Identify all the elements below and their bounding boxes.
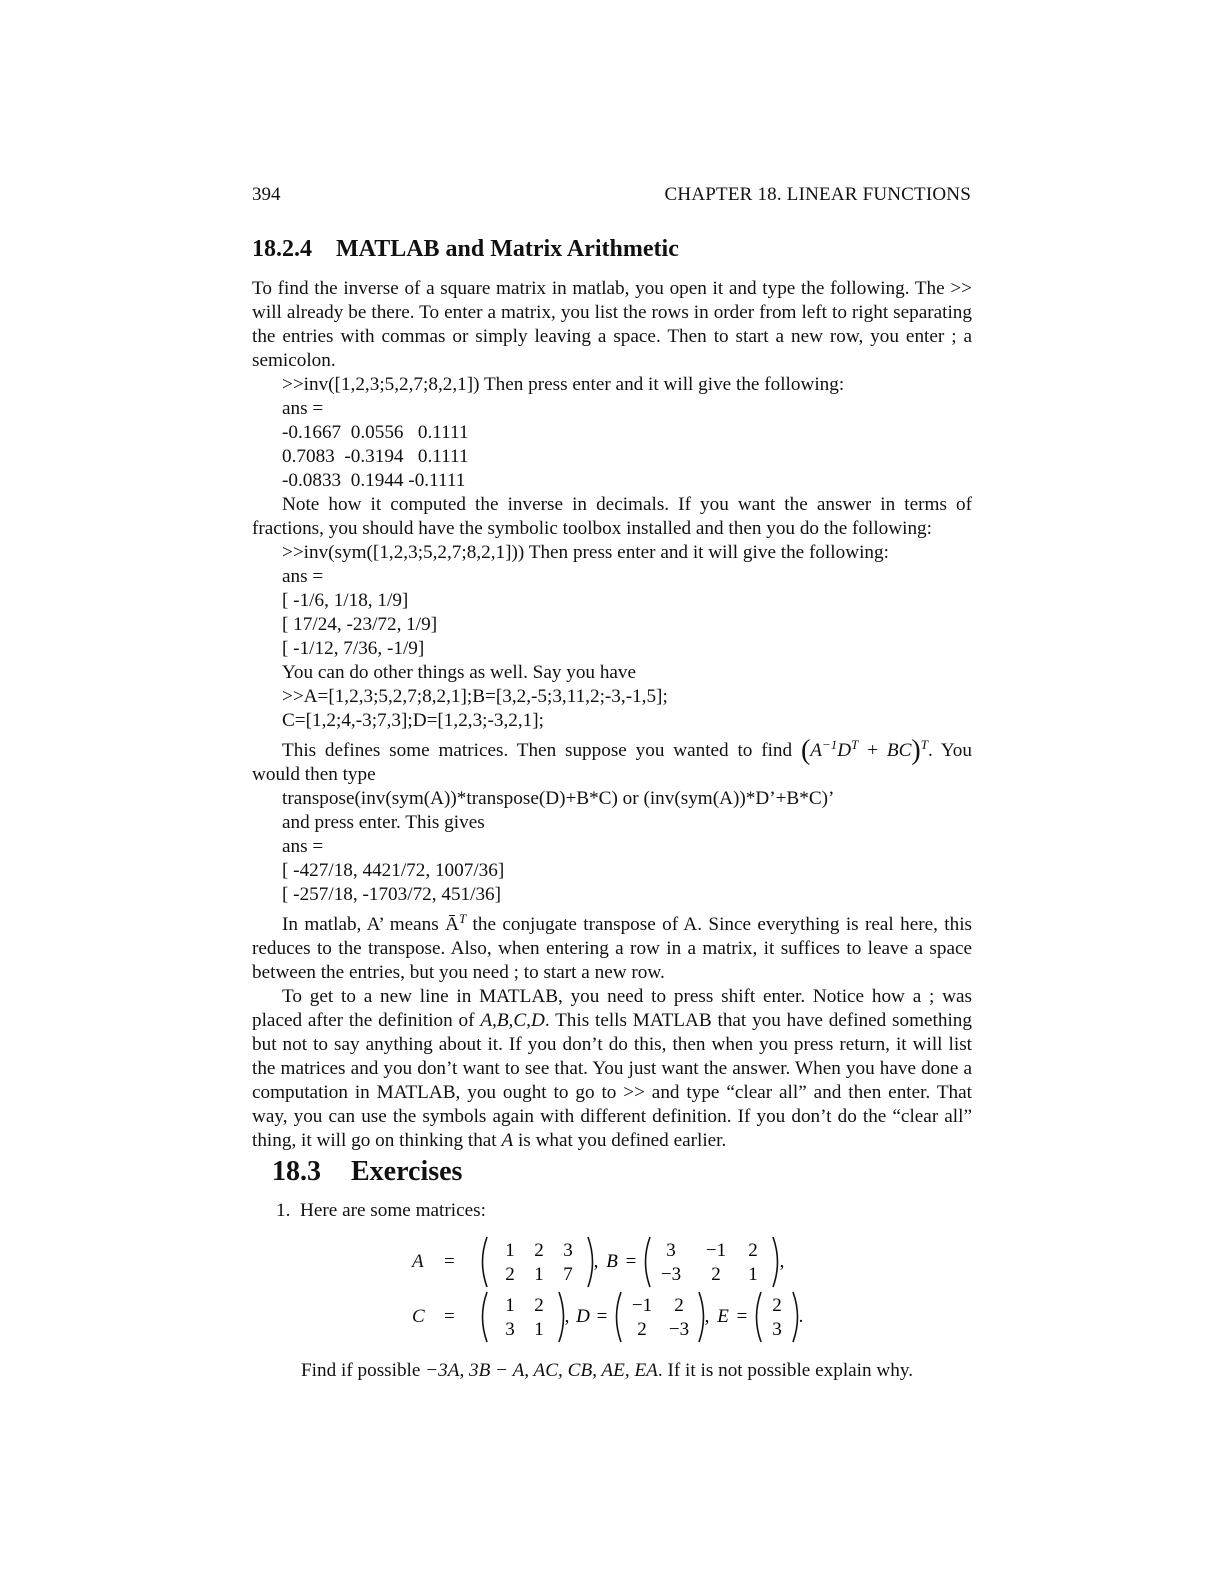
exercise-task — [301, 1360, 913, 1382]
matrix-B-entry: 2 — [748, 1240, 758, 1261]
command-line-2: >>inv(sym([1,2,3;5,2,7;8,2,1])) Then press enter and it will give the following: — [282, 542, 889, 563]
matrix-E-entry: 2 — [772, 1295, 782, 1316]
equals-sign-E: = — [736, 1306, 748, 1327]
matrix-E-left-paren — [757, 1292, 762, 1342]
answer-label-2: ans = — [282, 566, 324, 587]
decimal-row-1: -0.1667 0.0556 0.1111 — [282, 422, 469, 443]
matrix-B-entry: 1 — [748, 1264, 758, 1285]
fraction-row-2: [ 17/24, -23/72, 1/9] — [282, 614, 438, 635]
intro-paragraph: To find the inverse of a square matrix in matlab, you open it and type the following. The >> will already be there. To enter a matrix, you list the rows in order from left to right separating the entries with commas or simply leaving a space. Then to start a new row, you enter ; a semicolon. — [252, 278, 972, 371]
press-enter-line: and press enter. This gives — [282, 812, 485, 833]
result-row-2: [ -257/18, -1703/72, 451/36] — [282, 884, 502, 905]
formula-A: A — [810, 740, 823, 761]
equals-sign-C: = — [444, 1306, 455, 1327]
matrix-C-right-paren — [559, 1292, 564, 1342]
shift-end-text: is what you defined earlier. — [513, 1130, 727, 1151]
matrix-C-entry: 1 — [505, 1295, 515, 1316]
conjugate-paragraph — [252, 907, 972, 985]
matrix-B-entry: −1 — [705, 1240, 727, 1261]
comma: , — [779, 1251, 785, 1272]
conjugate-pre-text: In matlab, A’ means — [282, 914, 446, 935]
matrix-A-entry: 2 — [534, 1240, 544, 1261]
decimal-row-2: 0.7083 -0.3194 0.1111 — [282, 446, 469, 467]
matrix-B-entry: 2 — [711, 1264, 721, 1285]
matrix-A-left-paren — [483, 1237, 488, 1287]
exercises-title: Exercises — [351, 1156, 463, 1187]
matrix-C-left-paren — [483, 1292, 488, 1342]
matrix-label-E: E — [717, 1306, 729, 1327]
shift-variable-A: A — [501, 1130, 514, 1151]
matrix-D-entry: 2 — [674, 1295, 684, 1316]
matrix-label-C: C — [412, 1306, 425, 1327]
formula-expression: $(A^{-1}D^T + BC)^T$ — [800, 735, 928, 766]
matrix-B-entry: 3 — [666, 1240, 676, 1261]
matrix-D-entry: −3 — [668, 1319, 690, 1340]
matrix-B-right-paren — [773, 1237, 778, 1287]
matrix-label-D: D — [576, 1306, 590, 1327]
task-post-text: . If it is not possible explain why. — [657, 1360, 913, 1381]
formula-A-exponent: −1 — [822, 737, 838, 752]
exercise-item-text: Here are some matrices: — [300, 1200, 486, 1221]
matrix-C-entry: 2 — [534, 1295, 544, 1316]
page-number: 394 — [252, 184, 281, 205]
fraction-row-3: [ -1/12, 7/36, -1/9] — [282, 638, 425, 659]
shift-pre-text: To get to a new line in MATLAB, you need to press shift enter. Notice how a ; was placed after the definition of — [252, 986, 972, 1031]
matrix-A-right-paren — [588, 1237, 593, 1287]
command-line-4: transpose(inv(sym(A))*transpose(D)+B*C) or (inv(sym(A))*D’+B*C)’ — [282, 788, 835, 809]
conjugate-post-text: the conjugate transpose of A. Since everything is real here, this reduces to the transpose. Also, when entering a row in a matrix, it suffices to leave a space between the entries, but you need ; to start a new row. — [252, 914, 972, 983]
section-number: 18.2.4 — [252, 236, 312, 262]
say-you-have-line: You can do other things as well. Say you have — [282, 662, 637, 683]
matrix-A-entry: 2 — [505, 1264, 515, 1285]
matrix-B-entry: −3 — [660, 1264, 682, 1285]
equals-sign-B: = — [625, 1251, 637, 1272]
defines-pre-text: This defines some matrices. Then suppose you wanted to find — [282, 740, 801, 761]
matrix-label-A: A — [412, 1251, 424, 1272]
exercises-heading — [272, 1156, 462, 1188]
formula-BC: BC — [886, 740, 912, 761]
conjugate-symbol: Ā — [445, 914, 459, 935]
shift-variables: A,B,C,D — [480, 1010, 545, 1031]
exercises-number: 18.3 — [272, 1156, 321, 1187]
comma: , — [704, 1306, 710, 1327]
matrix-A-entry: 7 — [563, 1264, 573, 1285]
matrix-C-entry: 1 — [534, 1319, 544, 1340]
formula-D-exponent: T — [851, 737, 859, 752]
command-line-3b: C=[1,2;4,-3;7,3];D=[1,2,3;-3,2,1]; — [282, 710, 544, 731]
defines-post-text: . You would then type — [252, 740, 972, 785]
decimal-row-3: -0.0833 0.1944 -0.1111 — [282, 470, 466, 491]
matrix-label-B: B — [606, 1251, 618, 1272]
exercise-item-1 — [276, 1200, 486, 1222]
matrix-D-entry: 2 — [637, 1319, 647, 1340]
task-pre-text: Find if possible — [301, 1360, 426, 1381]
command-line-1: >>inv([1,2,3;5,2,7;8,2,1]) Then press enter and it will give the following: — [282, 374, 845, 395]
matrix-D-left-paren — [617, 1292, 622, 1342]
formula-transpose-exponent: T — [920, 737, 928, 752]
answer-label-1: ans = — [282, 398, 324, 419]
matrix-D-entry: −1 — [631, 1295, 653, 1316]
matrix-E-entry: 3 — [772, 1319, 782, 1340]
comma: , — [593, 1251, 599, 1272]
section-title: MATLAB and Matrix Arithmetic — [336, 236, 679, 262]
result-row-1: [ -427/18, 4421/72, 1007/36] — [282, 860, 505, 881]
section-heading — [252, 236, 679, 263]
shift-enter-paragraph — [252, 985, 972, 1153]
command-line-3: >>A=[1,2,3;5,2,7;8,2,1];B=[3,2,-5;3,11,2;-3,-1,5]; — [282, 686, 668, 707]
matrix-A-entry: 1 — [534, 1264, 544, 1285]
note-paragraph: Note how it computed the inverse in decimals. If you want the answer in terms of fractions, you should have the symbolic toolbox installed and then you do the following: — [252, 494, 972, 539]
matrix-A-entry: 3 — [563, 1240, 573, 1261]
section-body — [252, 277, 972, 1153]
matrix-D-right-paren — [699, 1292, 704, 1342]
exercise-item-number: 1. — [276, 1200, 291, 1221]
conjugate-exponent: T — [458, 911, 467, 926]
comma: , — [564, 1306, 570, 1327]
matrix-A-entry: 1 — [505, 1240, 515, 1261]
shift-post-text: . This tells MATLAB that you have defined something but not to say anything about it. If you don’t do this, then when you press return, it will list the matrices and you don’t want to see that. You just want the answer. When you have done a computation in MATLAB, you ought to go to >> and type “clear all” and then enter. That way, you can use the symbols again with different definition. If you don’t do the “clear all” thing, it will go on thinking that — [252, 1010, 972, 1151]
task-expression: −3A, 3B − A, AC, CB, AE, EA — [425, 1360, 658, 1381]
matrix-B-left-paren — [646, 1237, 651, 1287]
equals-sign-D: = — [596, 1306, 608, 1327]
matrix-E-right-paren — [793, 1292, 798, 1342]
equals-sign-A: = — [444, 1251, 455, 1272]
matrix-C-entry: 3 — [505, 1319, 515, 1340]
formula-D: D — [837, 740, 852, 761]
defines-paragraph — [252, 733, 972, 787]
running-header: CHAPTER 18. LINEAR FUNCTIONS — [664, 184, 971, 205]
answer-label-3: ans = — [282, 836, 324, 857]
period: . — [798, 1306, 804, 1327]
fraction-row-1: [ -1/6, 1/18, 1/9] — [282, 590, 409, 611]
formula-plus: + — [858, 740, 887, 761]
